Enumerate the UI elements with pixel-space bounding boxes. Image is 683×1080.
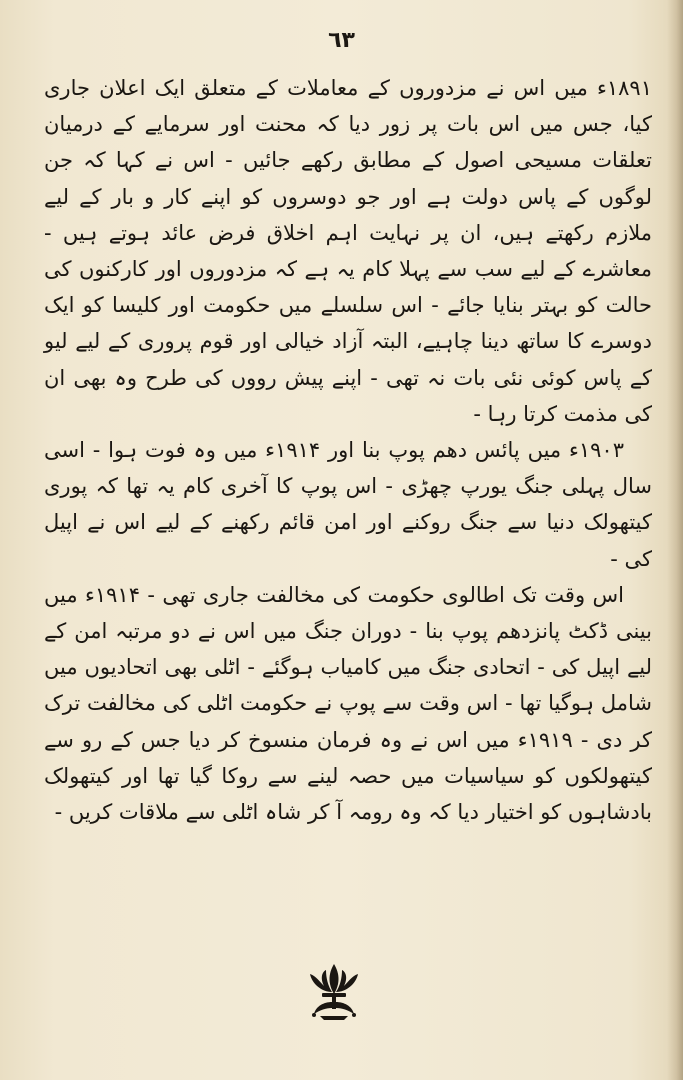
paragraph-3: اس وقت تک اطالوی حکومت کی مخالفت جاری تھی - ۱۹۱۴ء میں بینی ڈکٹ پانزدھم پوپ بنا - دوران جنگ میں اس نے دو مرتبہ امن کے لیے اپیل کی - اتحادی جنگ میں کامیاب ہوگئے - اٹلی بھی اتحادیوں میں شامل ہوگیا تھا - اس وقت سے پوپ نے حکومت اٹلی کی مخالفت ترک کر دی - ۱۹۱۹ء میں اس نے وہ فرمان منسوخ کر دیا جس کے رو سے کیتھولکوں کو سیاسیات میں حصہ لینے سے روکا گیا تھا اور کیتھولک بادشاہوں کو اختیار دیا کہ وہ رومہ آ کر شاہ اٹلی سے ملاقات کریں - xyxy=(44,582,652,825)
body-text xyxy=(44,70,652,830)
fleur-de-lis-ornament-icon xyxy=(306,962,362,1022)
paragraph-2: ۱۹۰۳ء میں پائس دھم پوپ بنا اور ۱۹۱۴ء میں وہ فوت ہوا - اسی سال پہلی جنگ یورپ چھڑی - اس پوپ کا آخری کام یہ تھا کہ پوری کیتھولک دنیا سے جنگ روکنے اور امن قائم رکھنے کے لیے اس نے اپیل کی - xyxy=(44,438,652,571)
page-spine-shadow xyxy=(667,0,683,1080)
paragraph-1: ۱۸۹۱ء میں اس نے مزدوروں کے معاملات کے متعلق ایک اعلان جاری کیا، جس میں اس بات پر زور دیا کہ محنت اور سرمایے کے درمیان تعلقات مسیحی اصول کے مطابق رکھے جائیں - اس نے کہا کہ جن لوگوں کے پاس دولت ہے اور جو دوسروں کو اپنے کار و بار کے لیے ملازم رکھتے ہیں، ان پر نہایت اہم اخلاق فرض عائد ہوتے ہیں - معاشرے کے لیے سب سے پہلا کام یہ ہے کہ مزدوروں اور کارکنوں کی حالت کو بہتر بنایا جائے - اس سلسلے میں حکومت اور کلیسا کو ایک دوسرے کا ساتھ دینا چاہیے، البتہ آزاد خیالی اور قوم پروری کے لیے لیو کے پاس کوئی نئی بات نہ تھی - اپنے پیش رووں کی طرح وہ بھی ان کی مذمت کرتا رہا - xyxy=(44,76,652,426)
page-number: ٦٣ xyxy=(328,28,355,53)
